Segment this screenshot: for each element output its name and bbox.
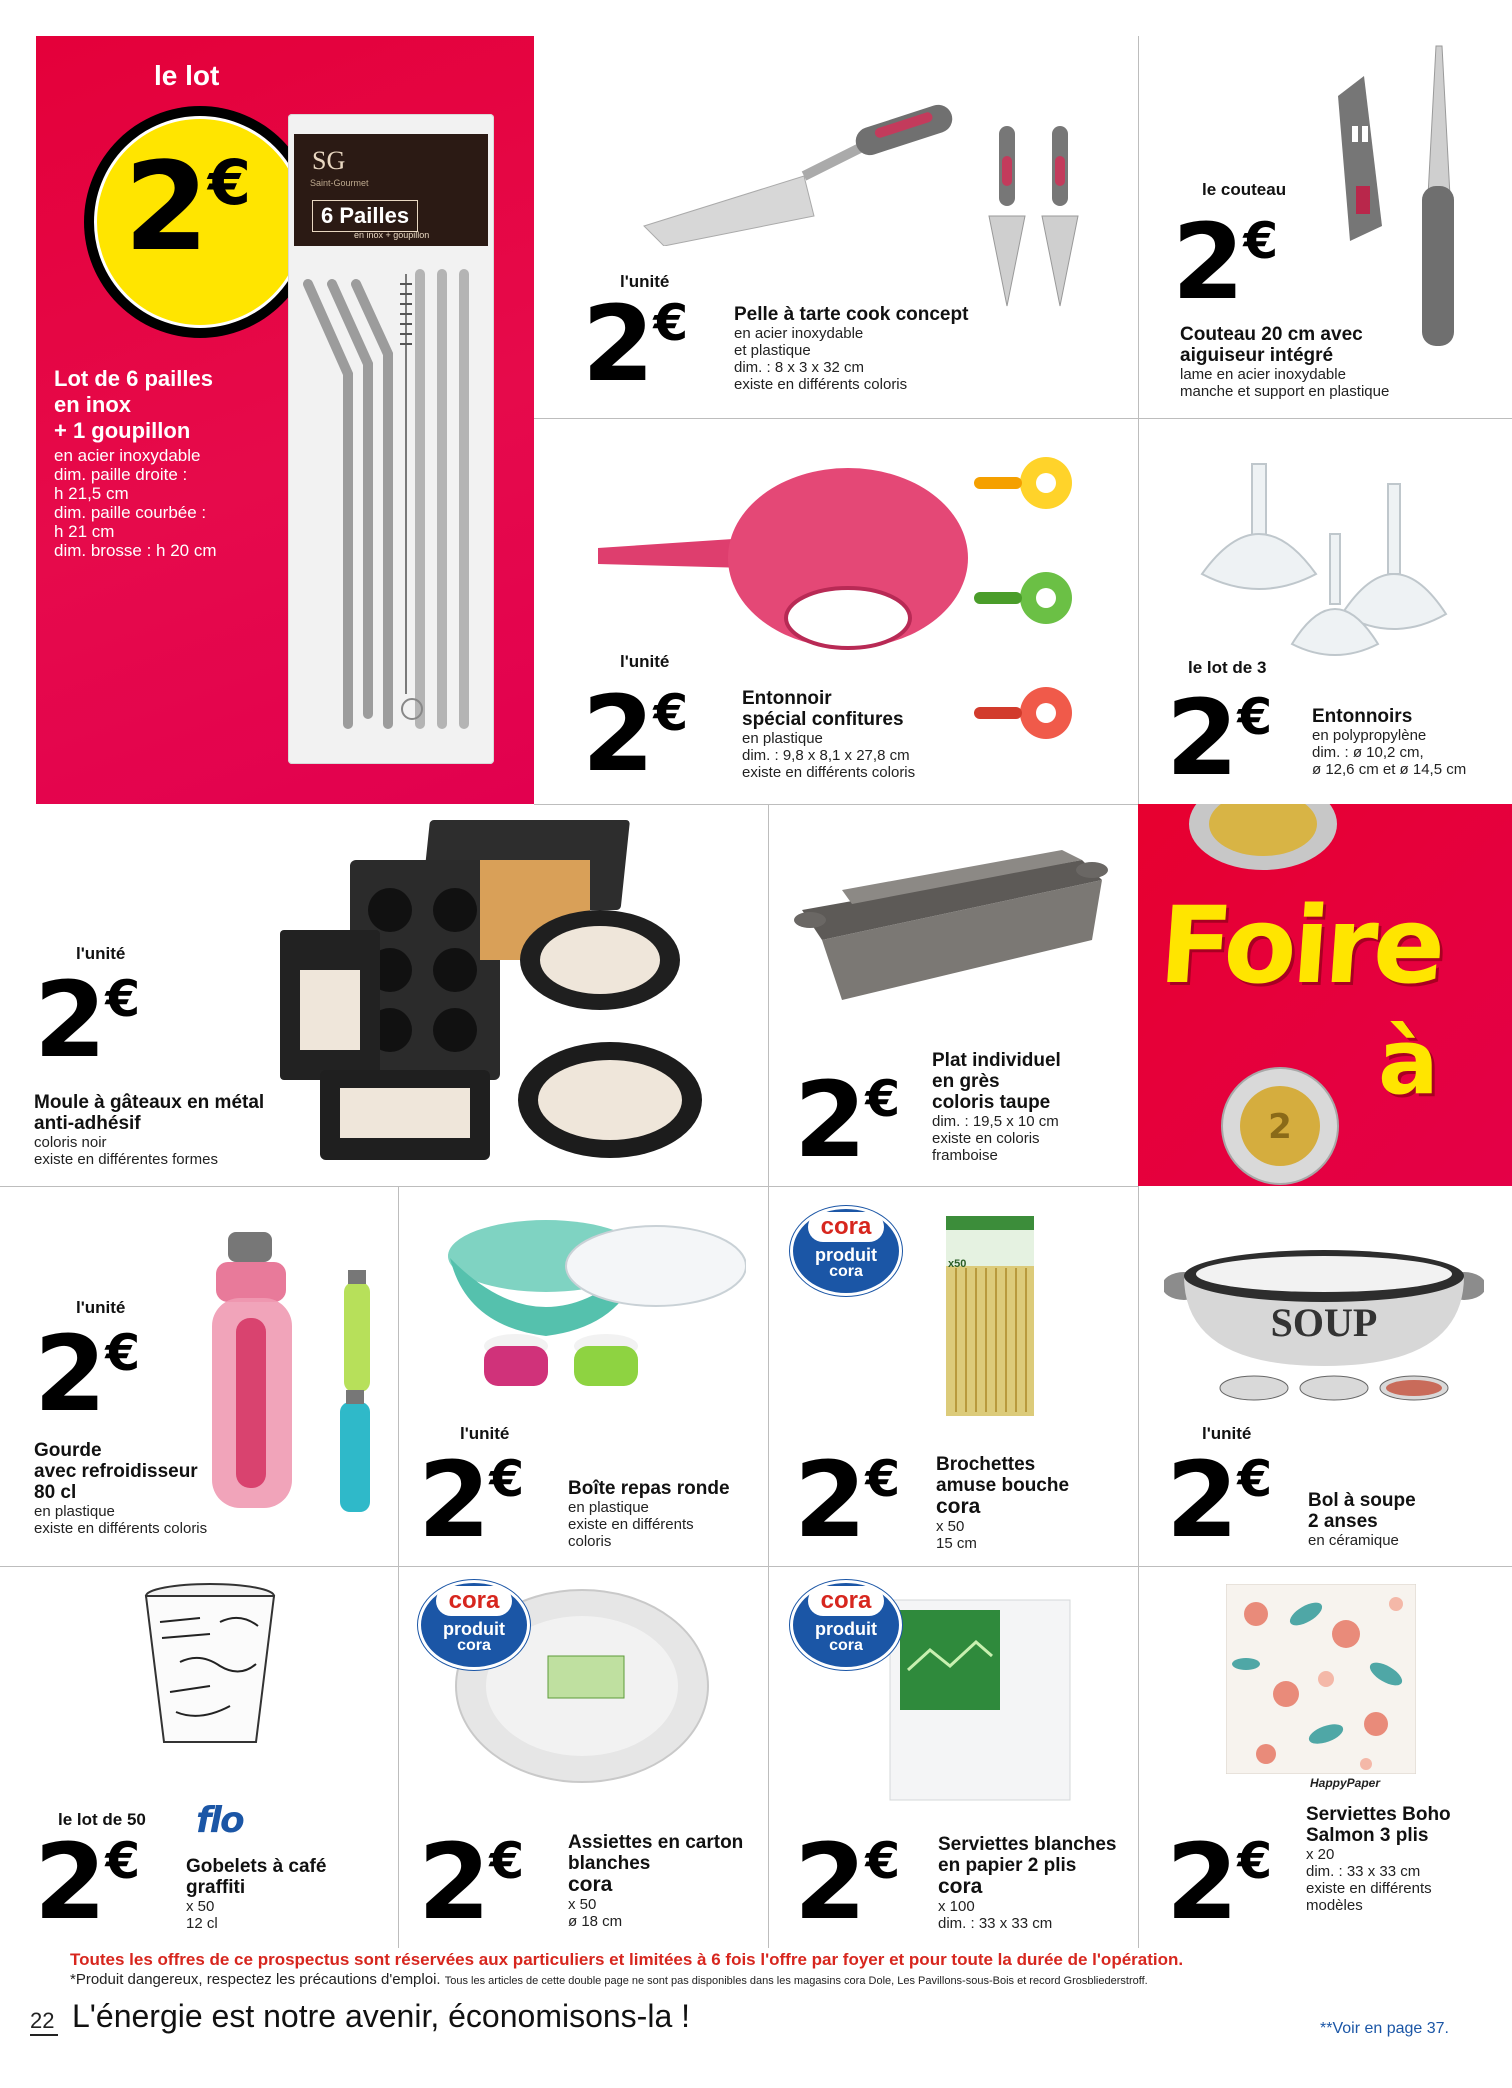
- hero-straws-panel: [36, 36, 534, 804]
- product-boho: [1138, 1566, 1512, 1948]
- hero-price: 2€: [124, 136, 249, 278]
- package-label: 6 Pailles: [312, 200, 418, 232]
- entonnoir-price: 2€: [582, 673, 686, 795]
- plat-price: 2€: [794, 1059, 898, 1181]
- mini-servers-image: [984, 126, 1094, 316]
- happypaper-logo: HappyPaper: [1310, 1776, 1381, 1790]
- page-number: 22: [30, 2008, 55, 2033]
- bowl-text: SOUP: [1270, 1300, 1378, 1345]
- page-number-underline: [30, 2034, 58, 2036]
- hero-title: Lot de 6 pailles en inox + 1 goupillon: [54, 366, 213, 443]
- assiettes-description: Assiettes en carton blanches cora x 50 ø 18 cm: [568, 1832, 764, 1930]
- coin-top-icon: [1188, 804, 1338, 874]
- moule-qty: l'unité: [76, 944, 126, 963]
- brochettes-brand: cora: [936, 1495, 981, 1518]
- package-brand: SG: [312, 146, 346, 175]
- couteau-description: Couteau 20 cm avec aiguiseur intégré lame en acier inoxydable manche et support en plastique: [1180, 324, 1390, 400]
- moule-description: Moule à gâteaux en métal anti-adhésif coloris noir existe en différentes formes: [34, 1092, 265, 1168]
- cora-logo: cora: [436, 1586, 512, 1616]
- boite-description: Boîte repas ronde en plastique existe en différents coloris: [568, 1478, 730, 1550]
- foire-banner: [1138, 804, 1512, 1186]
- assiettes-price: 2€: [418, 1821, 522, 1943]
- product-gobelets: [0, 1566, 398, 1948]
- pelle-qty: l'unité: [620, 272, 670, 291]
- entonnoir-qty: l'unité: [620, 652, 670, 671]
- divider: [768, 804, 769, 1948]
- divider: [1138, 36, 1139, 418]
- product-couteau: [1138, 36, 1512, 418]
- assiettes-brand: cora: [568, 1873, 613, 1896]
- moule-price: 2€: [34, 959, 138, 1081]
- brochettes-description: Brochettes amuse bouche cora x 50 15 cm: [936, 1454, 1136, 1552]
- product-brochettes: [768, 1186, 1138, 1566]
- skewers-image: [940, 1206, 1040, 1426]
- hero-tag: le lot: [154, 60, 220, 91]
- pelle-description: Pelle à tarte cook concept en acier inoxydable et plastique dim. : 8 x 3 x 32 cm existe en différents coloris: [734, 304, 969, 393]
- product-boite: [398, 1186, 768, 1566]
- divider: [534, 418, 1512, 419]
- divider: [398, 1186, 399, 1948]
- svg-text:2: 2: [1268, 1107, 1292, 1147]
- gobelets-description: Gobelets à café graffiti x 50 12 cl: [186, 1856, 327, 1932]
- brochettes-price: 2€: [794, 1439, 898, 1561]
- lunch-box-image: [446, 1206, 746, 1406]
- divider: [1138, 1186, 1139, 1948]
- hero-description: [54, 366, 284, 560]
- hero-details: en acier inoxydable dim. paille droite : h 21,5 cm dim. paille courbée : h 21 cm dim. brosse : h 20 cm: [54, 446, 217, 560]
- serviettes-price: 2€: [794, 1821, 898, 1943]
- gourde-description: Gourde avec refroidisseur 80 cl en plastique existe en différents coloris: [34, 1440, 208, 1537]
- bol-price: 2€: [1166, 1439, 1270, 1561]
- boho-price: 2€: [1166, 1821, 1270, 1943]
- gobelets-price: 2€: [34, 1821, 138, 1943]
- divider: [0, 1566, 1512, 1567]
- couteau-qty: le couteau: [1202, 180, 1287, 199]
- divider: [0, 1186, 1138, 1187]
- knife-image: [1310, 36, 1470, 356]
- legal-notice-b: Tous les articles de cette double page ne sont pas disponibles dans les magasins cora Dole, Les Pavillons-sous-Bois et record Grosbliederstroff.: [444, 1975, 1148, 1987]
- package-sublabel: en inox + goupillon: [354, 230, 430, 240]
- boho-description: Serviettes Boho Salmon 3 plis x 20 dim. : 33 x 33 cm existe en différents modèles: [1306, 1804, 1451, 1914]
- entonnoir-description: Entonnoir spécial confitures en plastique dim. : 9,8 x 8,1 x 27,8 cm existe en différents coloris: [742, 688, 916, 781]
- couteau-price: 2€: [1172, 201, 1276, 323]
- cake-pans-image: [280, 820, 720, 1180]
- flo-logo: flo: [196, 1800, 243, 1841]
- see-page-note: **Voir en page 37.: [1320, 2020, 1449, 2037]
- serviettes-brand: cora: [938, 1875, 983, 1898]
- package-header: [294, 134, 488, 246]
- product-bol: [1138, 1186, 1512, 1566]
- product-assiettes: [398, 1566, 768, 1948]
- boho-napkins-image: [1226, 1584, 1416, 1774]
- product-plat: [768, 804, 1138, 1186]
- product-pelle: [534, 36, 1138, 418]
- jam-funnel-image: [598, 468, 978, 678]
- product-entonnoir: [534, 418, 1138, 804]
- cora-logo: cora: [808, 1212, 884, 1242]
- divider: [1138, 418, 1139, 804]
- white-napkins-image: [880, 1590, 1080, 1810]
- entonnoirs3-description: Entonnoirs en polypropylène dim. : ø 10,2 cm, ø 12,6 cm et ø 14,5 cm: [1312, 706, 1467, 778]
- straws-image: [288, 254, 494, 754]
- slogan: L'énergie est notre avenir, économisons-la !: [72, 1998, 691, 2034]
- divider: [534, 804, 1138, 805]
- gobelets-qty: le lot de 50: [58, 1810, 146, 1829]
- product-gourde: [0, 1186, 398, 1566]
- cora-badge: cora produit cora: [790, 1206, 902, 1296]
- gourde-price: 2€: [34, 1313, 138, 1435]
- pie-server-image: [634, 96, 954, 246]
- product-entonnoirs3: [1138, 418, 1512, 804]
- serviettes-description: Serviettes blanches en papier 2 plis cora x 100 dim. : 33 x 33 cm: [938, 1834, 1138, 1932]
- gourde-qty: l'unité: [76, 1298, 126, 1317]
- skewers-pack-label: x50: [948, 1258, 967, 1270]
- foire-title: Foire: [1155, 884, 1446, 1007]
- cora-badge: cora produit cora: [418, 1580, 530, 1670]
- legal-notice-a: *Produit dangereux, respectez les précautions d'emploi.: [70, 1971, 441, 1988]
- coffee-cups-image: [140, 1582, 280, 1752]
- plat-description: Plat individuel en grès coloris taupe dim. : 19,5 x 10 cm existe en coloris framboise: [932, 1050, 1061, 1164]
- legal-notice-red: Toutes les offres de ce prospectus sont réservées aux particuliers et limitées à 6 fois l'offre par foyer et pour toute la durée de l'opération.: [70, 1950, 1184, 1969]
- legal-notice: [70, 1970, 1500, 1991]
- baking-dish-image: [792, 840, 1112, 1000]
- boite-price: 2€: [418, 1439, 522, 1561]
- cora-logo: cora: [808, 1586, 884, 1616]
- package-sub: Saint-Gourmet: [310, 178, 369, 188]
- entonnoirs3-price: 2€: [1166, 677, 1270, 799]
- coin-bottom-icon: [1220, 1066, 1340, 1186]
- boite-qty: l'unité: [460, 1424, 510, 1443]
- foire-a: à: [1378, 1010, 1439, 1115]
- product-moule: [0, 804, 768, 1186]
- bol-qty: l'unité: [1202, 1424, 1252, 1443]
- entonnoirs3-qty: le lot de 3: [1188, 658, 1267, 677]
- straws-package: [288, 114, 494, 764]
- bol-description: Bol à soupe 2 anses en céramique: [1308, 1490, 1416, 1549]
- product-serviettes: [768, 1566, 1138, 1948]
- cora-badge: cora produit cora: [790, 1580, 902, 1670]
- soup-bowl-image: [1164, 1216, 1484, 1406]
- pelle-price: 2€: [582, 283, 686, 405]
